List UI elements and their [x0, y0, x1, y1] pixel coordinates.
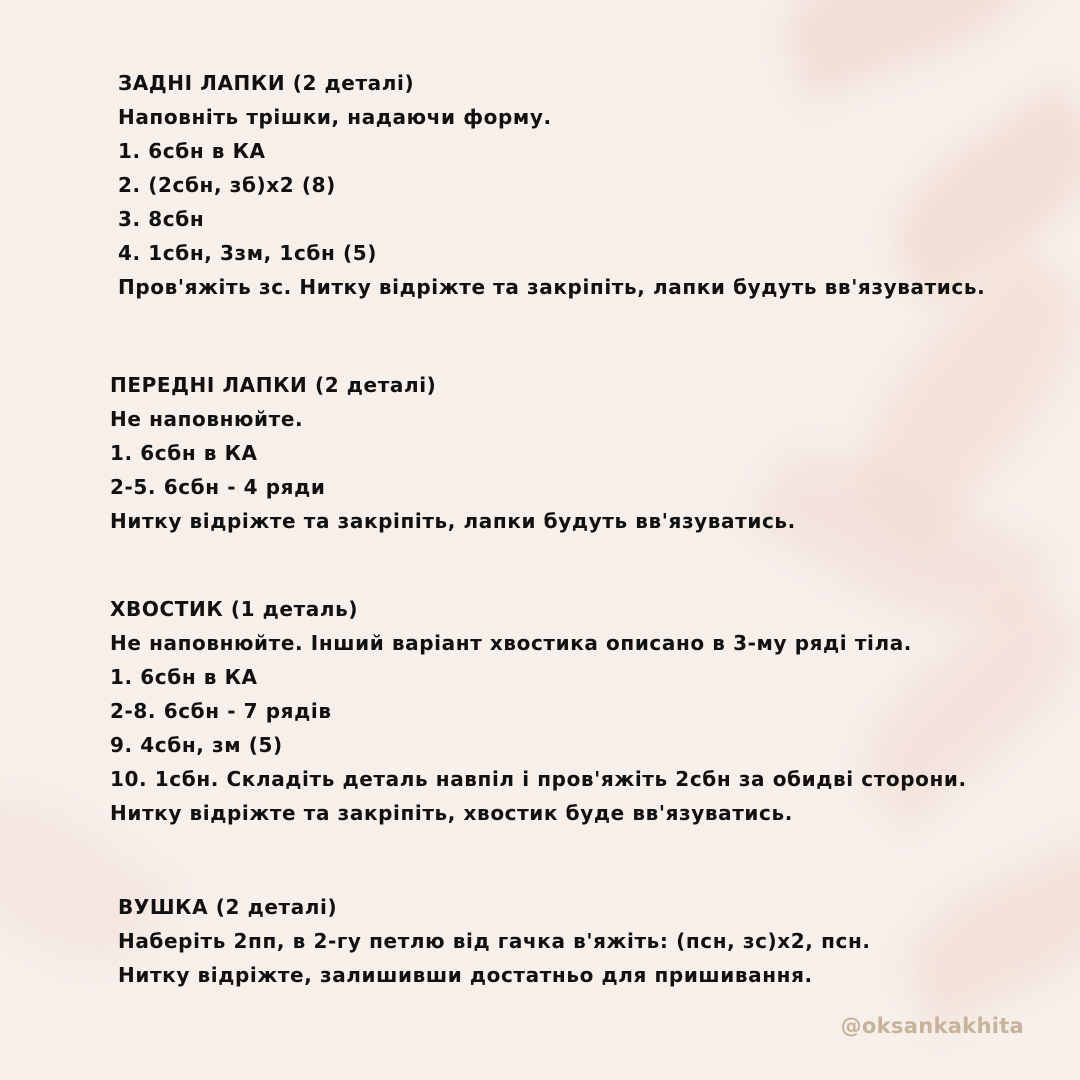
instruction-line: Наберіть 2пп, в 2-гу петлю від гачка в'яжіть: (псн, зс)х2, псн. [118, 929, 871, 953]
instruction-line: Нитку відріжте та закріпіть, хвостик буде вв'язуватись. [110, 801, 793, 825]
instruction-line: 1. 6сбн в КА [110, 441, 258, 465]
instruction-line: Нитку відріжте, залишивши достатньо для пришивання. [118, 963, 813, 987]
instruction-line: 1. 6сбн в КА [118, 139, 266, 163]
instruction-line: Нитку відріжте та закріпіть, лапки будуть вв'язуватись. [110, 509, 796, 533]
instruction-line: 3. 8сбн [118, 207, 205, 231]
section-title: ХВОСТИК (1 деталь) [110, 597, 359, 621]
instruction-line: Пров'яжіть зс. Нитку відріжте та закріпіть, лапки будуть вв'язуватись. [118, 275, 986, 299]
section-front-paws [110, 368, 796, 538]
author-watermark: @oksankakhita [840, 1014, 1024, 1038]
instruction-line: Наповніть трішки, надаючи форму. [118, 105, 552, 129]
section-title: ВУШКА (2 деталі) [118, 895, 338, 919]
instruction-line: 2-5. 6сбн - 4 ряди [110, 475, 326, 499]
instruction-line: Не наповнюйте. Інший варіант хвостика описано в 3-му ряді тіла. [110, 631, 913, 655]
section-ears [118, 890, 871, 992]
instruction-line: 2-8. 6сбн - 7 рядів [110, 699, 332, 723]
section-back-paws [118, 66, 985, 304]
section-tail [110, 592, 967, 830]
instruction-line: Не наповнюйте. [110, 407, 304, 431]
instruction-line: 1. 6сбн в КА [110, 665, 258, 689]
instruction-line: 9. 4сбн, зм (5) [110, 733, 283, 757]
section-title: ЗАДНІ ЛАПКИ (2 деталі) [118, 71, 415, 95]
instruction-line: 10. 1сбн. Складіть деталь навпіл і пров'яжіть 2сбн за обидві сторони. [110, 767, 967, 791]
instruction-line: 2. (2сбн, зб)х2 (8) [118, 173, 336, 197]
instruction-line: 4. 1сбн, 3зм, 1сбн (5) [118, 241, 377, 265]
section-title: ПЕРЕДНІ ЛАПКИ (2 деталі) [110, 373, 437, 397]
